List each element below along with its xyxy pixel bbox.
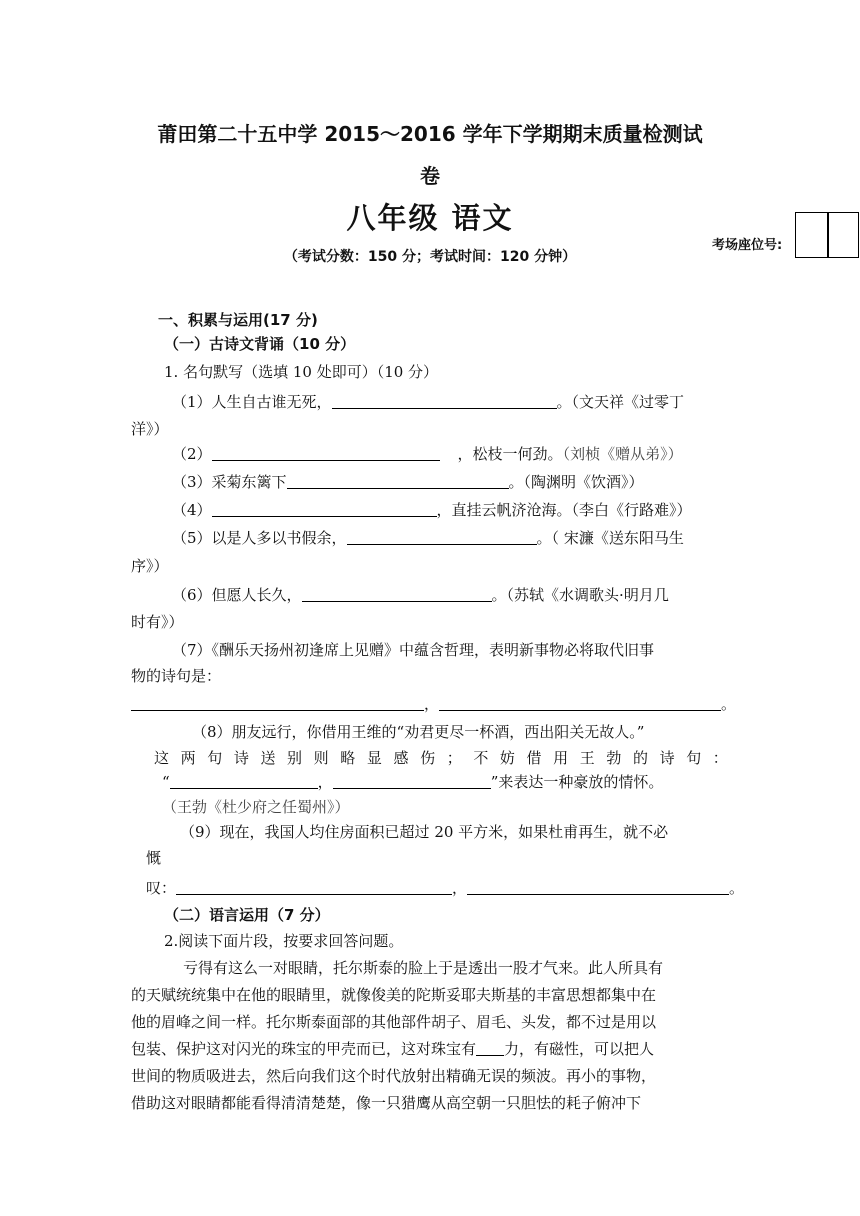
exam-title-line1: 莆田第二十五中学 2015～2016 学年下学期期末质量检测试 xyxy=(157,122,703,146)
item-1-answer-blank[interactable] xyxy=(332,392,557,409)
item-6-source-cont: 时有》） xyxy=(131,613,184,631)
passage-line-5: 世间的物质吸进去，然后向我们这个时代放射出精确无误的频波。再小的事物， xyxy=(131,1067,657,1085)
passage-answer-blank[interactable] xyxy=(476,1039,504,1056)
item-8-prompt-char: 借 xyxy=(526,749,542,767)
item-5-source-cont: 序》） xyxy=(131,557,169,575)
item-8-prompt-char: 王 xyxy=(579,749,595,767)
item-2-answer-blank[interactable] xyxy=(212,444,440,461)
item-8-prompt-char: 用 xyxy=(553,749,569,767)
item-8-end: ”来表达一种豪放的情怀。 xyxy=(490,773,664,791)
item-8-prompt-cont xyxy=(154,747,728,768)
item-7-answer-blank-2[interactable] xyxy=(439,694,721,711)
passage-line-3: 他的眉峰之间一样。托尔斯泰面部的其他部件胡子、眉毛、头发，都不过是用以 xyxy=(131,1013,657,1031)
passage-line-2: 的天赋统统集中在他的眼睛里，就像俊美的陀斯妥耶夫斯基的丰富思想都集中在 xyxy=(131,986,657,1004)
item-8-comma: ， xyxy=(317,773,333,791)
item-8-prompt-char: ； xyxy=(446,749,462,767)
item-8-prompt-char: 句 xyxy=(686,749,702,767)
question-2-intro: 2.阅读下面片段，按要求回答问题。 xyxy=(164,932,404,950)
item-9-end: 。 xyxy=(729,879,745,897)
item-2-line xyxy=(172,443,683,464)
item-6-line xyxy=(172,584,669,605)
item-7-answer-blank-1[interactable] xyxy=(131,694,424,711)
seat-number-label: 考场座位号: xyxy=(712,238,783,253)
item-3-answer-blank[interactable] xyxy=(287,472,509,489)
subsection-heading-poetry: （一）古诗文背诵（10 分） xyxy=(164,335,356,353)
item-8-answer-line xyxy=(162,771,663,792)
item-1-source: 。（文天祥《过零丁 xyxy=(556,393,685,411)
item-8-answer-blank-1[interactable] xyxy=(170,772,318,789)
exam-info-subtitle: （考试分数：150 分；考试时间：120 分钟） xyxy=(283,249,577,265)
item-8-answer-blank-2[interactable] xyxy=(333,772,491,789)
item-8-open-quote: “ xyxy=(162,773,170,791)
passage-line-1: 亏得有这么一对眼睛，托尔斯泰的脸上于是透出一股才气来。此人所具有 xyxy=(183,959,664,977)
passage-line-4 xyxy=(131,1038,654,1059)
item-5-line xyxy=(172,527,684,548)
item-8-prompt-char: 两 xyxy=(180,749,196,767)
item-8-prompt-char: 句 xyxy=(207,749,223,767)
item-8-source: （王勃《杜少府之任蜀州》） xyxy=(162,798,350,816)
item-3-source: 。（陶渊明《饮酒》） xyxy=(508,473,644,491)
question-1-intro: 1. 名句默写（选填 10 处即可）（10 分） xyxy=(164,363,439,381)
passage-line-4-b: 力，有磁性，可以把人 xyxy=(504,1040,655,1058)
section-heading-part1: 一、积累与运用(17 分) xyxy=(158,311,318,329)
item-7-prompt: （7）《酬乐天扬州初逢席上见赠》中蕴含哲理，表明新事物必将取代旧事 xyxy=(172,641,655,659)
item-4-number: （4） xyxy=(172,501,212,519)
item-8-prompt-char: 勃 xyxy=(606,749,622,767)
exam-title-line2: 卷 xyxy=(420,164,440,188)
item-9-prompt: （9）现在，我国人均住房面积已超过 20 平方米，如果杜甫再生，就不必 xyxy=(180,823,669,841)
item-9-answer-line xyxy=(146,877,744,898)
item-6-prompt: （6）但愿人长久， xyxy=(172,586,302,604)
item-7-prompt-cont: 物的诗句是： xyxy=(131,667,222,685)
grade-subject-title: 八年级 语文 xyxy=(346,201,514,235)
item-8-prompt-char: 则 xyxy=(313,749,329,767)
item-8-prompt-char: 伤 xyxy=(420,749,436,767)
item-3-prompt: （3）采菊东篱下 xyxy=(172,473,287,491)
item-8-prompt-char: 送 xyxy=(260,749,276,767)
item-8-prompt-char: 不 xyxy=(473,749,489,767)
item-8-prompt-char: 诗 xyxy=(233,749,249,767)
item-9-comma: ， xyxy=(452,879,468,897)
item-1-prompt: （1）人生自古谁无死， xyxy=(172,393,332,411)
item-2-number: （2） xyxy=(172,445,212,463)
item-6-answer-blank[interactable] xyxy=(302,585,492,602)
item-8-prompt-char: 的 xyxy=(632,749,648,767)
item-9-answer-blank-2[interactable] xyxy=(467,878,729,895)
item-5-source: 。（ 宋濂《送东阳马生 xyxy=(536,529,684,547)
item-8-prompt-char: 感 xyxy=(393,749,409,767)
item-5-answer-blank[interactable] xyxy=(347,528,537,545)
item-5-prompt: （5）以是人多以书假余， xyxy=(172,529,347,547)
item-8-prompt-char: ： xyxy=(712,749,728,767)
item-7-comma: ， xyxy=(424,695,440,713)
item-2-source: （刘桢《赠从弟》） xyxy=(562,445,683,463)
item-1-line xyxy=(172,391,684,412)
item-8-prompt-char: 别 xyxy=(287,749,303,767)
subsection-heading-language: （二）语言运用（7 分） xyxy=(164,906,330,924)
item-4-line xyxy=(172,499,692,520)
item-8-prompt-char: 诗 xyxy=(659,749,675,767)
item-1-source-cont: 洋》） xyxy=(131,420,169,438)
item-9-sigh: 叹： xyxy=(146,879,177,897)
item-3-line xyxy=(172,471,644,492)
passage-line-4-a: 包装、保护这对闪光的珠宝的甲壳而已，这对珠宝有 xyxy=(131,1040,477,1058)
item-4-text: ，直挂云帆济沧海。（李白《行路难》） xyxy=(436,501,692,519)
seat-number-boxes[interactable] xyxy=(795,212,859,258)
item-8-prompt-char: 显 xyxy=(366,749,382,767)
item-8-prompt-char: 妨 xyxy=(499,749,515,767)
item-2-text: ，松枝一何劲。 xyxy=(457,445,563,463)
item-7-answer-line xyxy=(131,693,736,714)
passage-line-6: 借助这对眼睛都能看得清清楚楚，像一只猎鹰从高空朝一只胆怯的耗子俯冲下 xyxy=(131,1094,642,1112)
item-6-source: 。（苏轼《水调歌头·明月几 xyxy=(491,586,669,604)
item-9-prompt-cont: 慨 xyxy=(146,849,162,867)
item-8-prompt: （8）朋友远行，你借用王维的“劝君更尽一杯酒，西出阳关无故人。” xyxy=(192,723,645,741)
item-9-answer-blank-1[interactable] xyxy=(176,878,452,895)
seat-box-divider xyxy=(827,213,829,257)
item-8-prompt-char: 略 xyxy=(340,749,356,767)
item-4-answer-blank[interactable] xyxy=(212,500,437,517)
item-7-end: 。 xyxy=(721,695,737,713)
item-8-prompt-char: 这 xyxy=(154,749,170,767)
